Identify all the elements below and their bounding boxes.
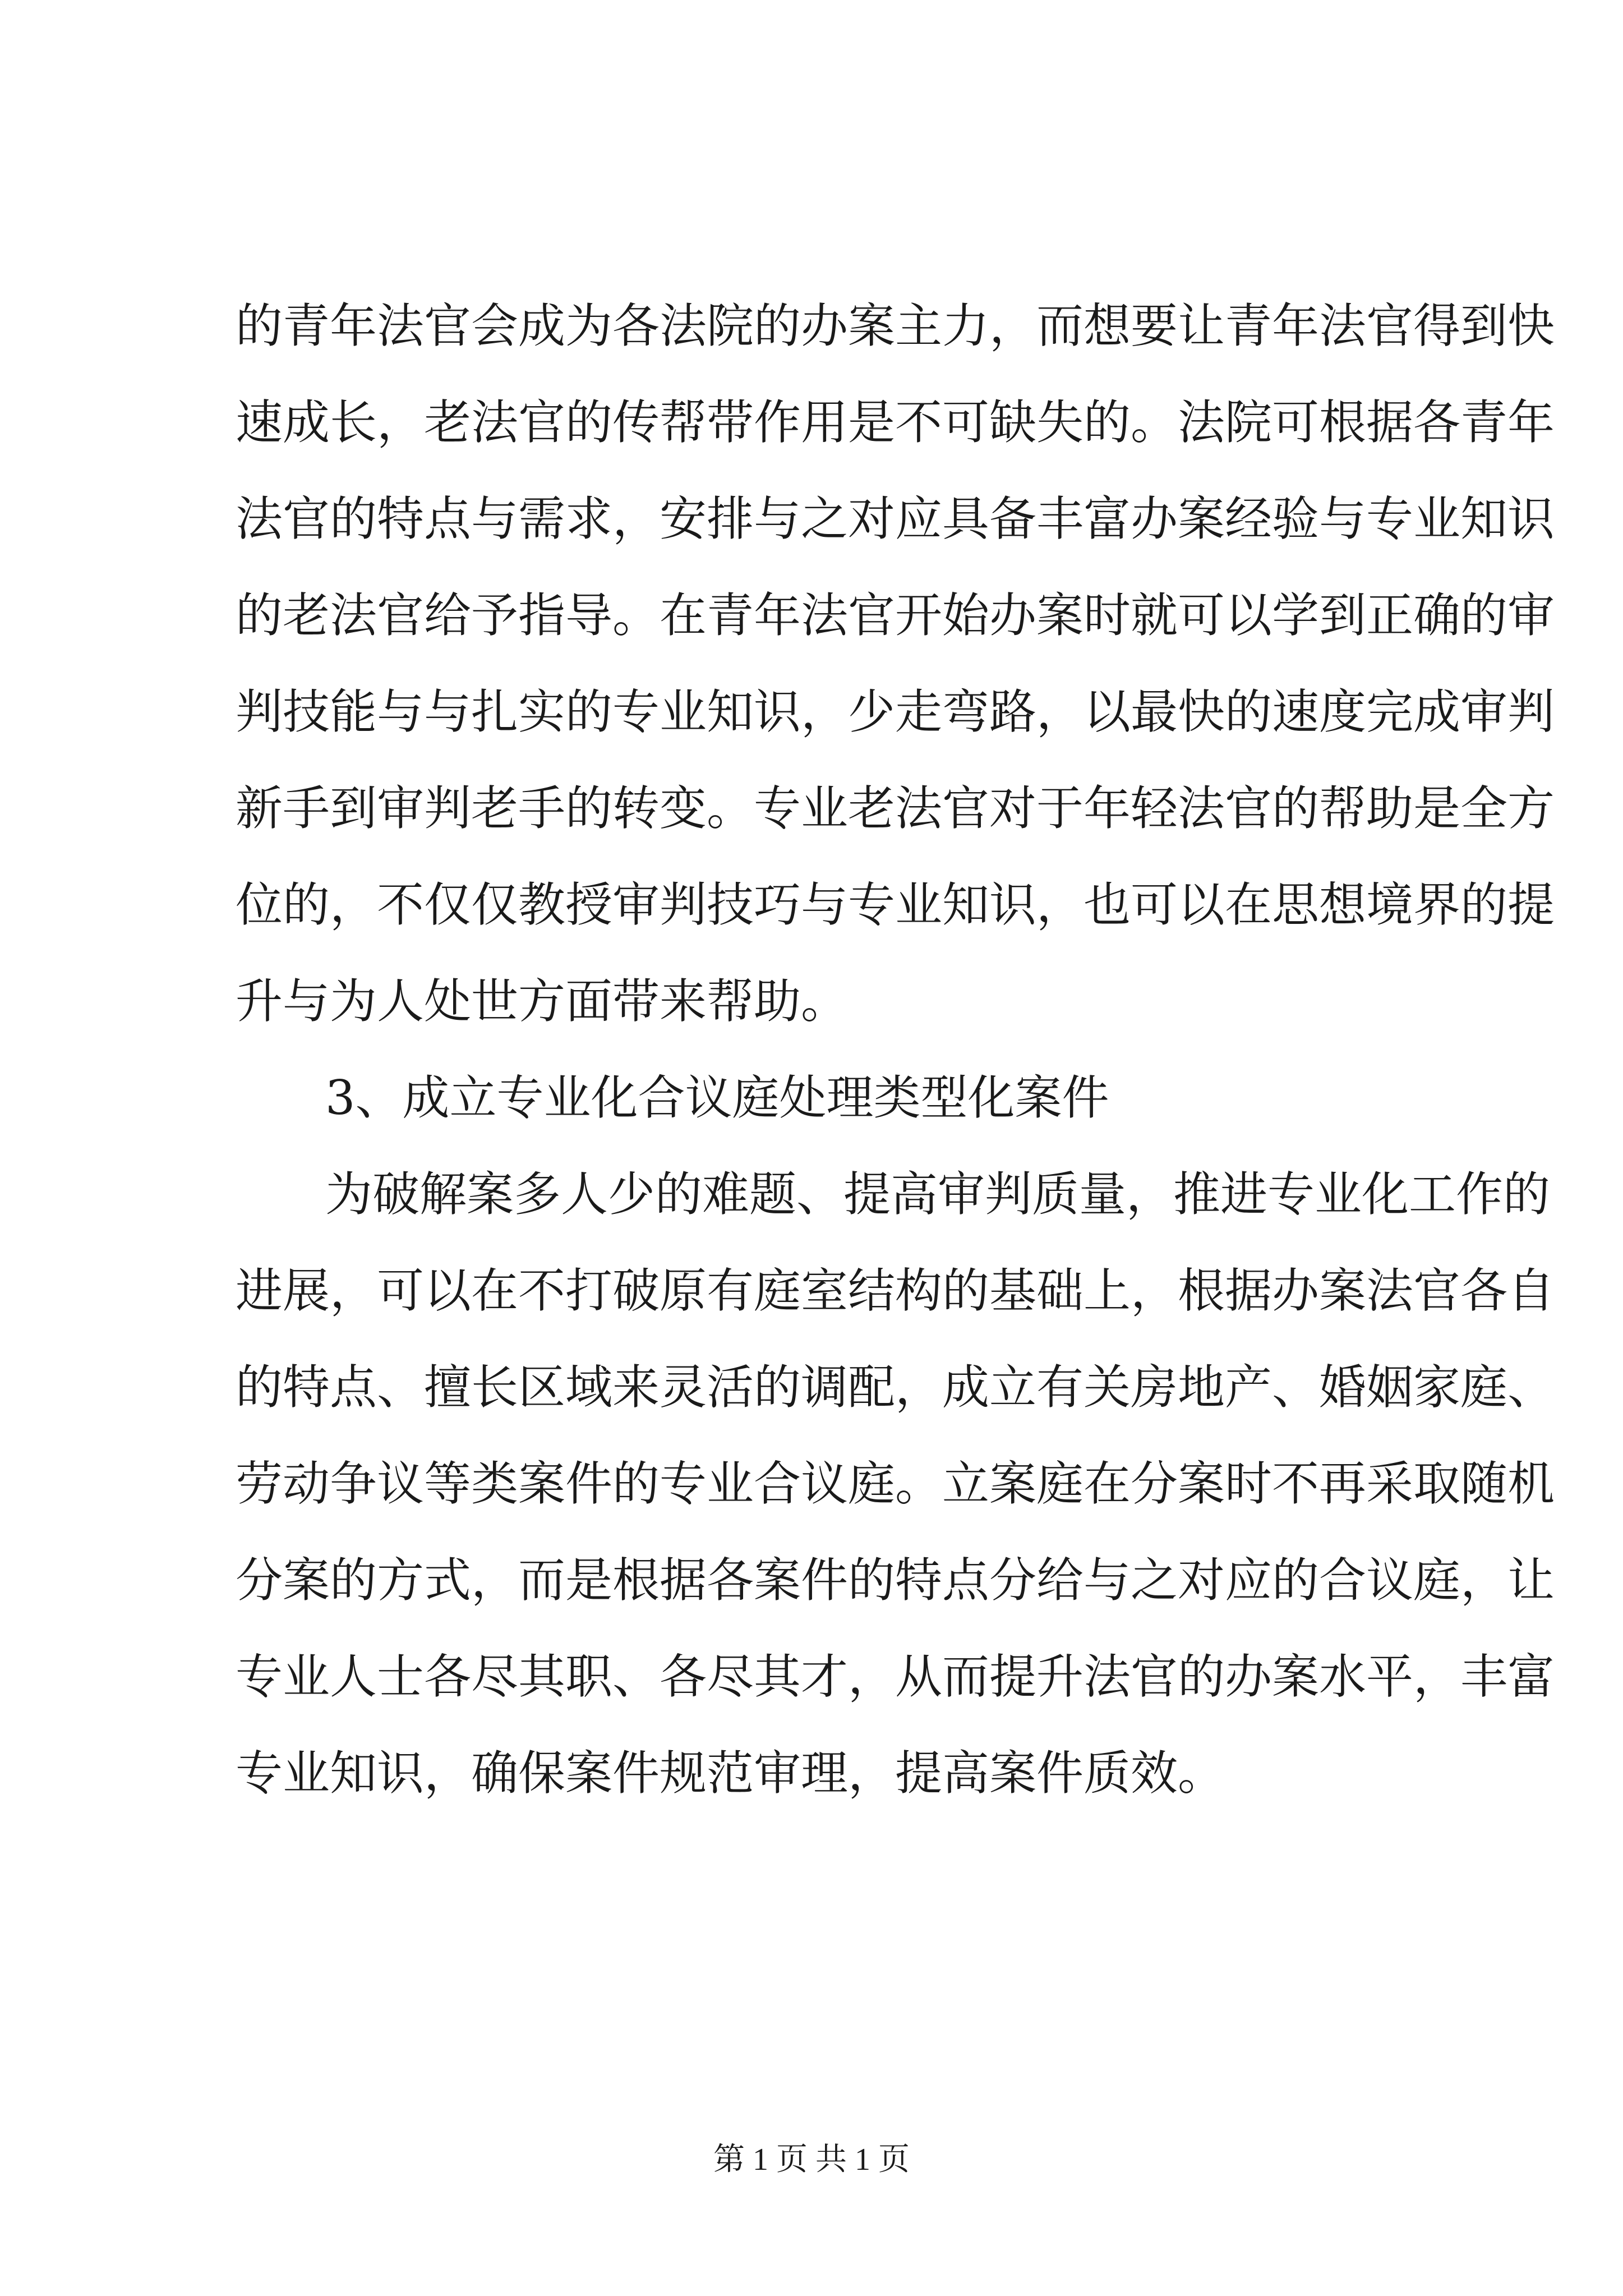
text-line: 劳动争议等类案件的专业合议庭。立案庭在分案时不再采取随机 xyxy=(236,1456,1555,1511)
text-line: 法官的特点与需求，安排与之对应具备丰富办案经验与专业知识 xyxy=(236,491,1555,546)
text-line: 速成长，老法官的传帮带作用是不可缺失的。法院可根据各青年 xyxy=(236,395,1555,450)
text-line: 进展，可以在不打破原有庭室结构的基础上，根据办案法官各自 xyxy=(236,1263,1555,1318)
document-body xyxy=(236,278,1555,1821)
text-line: 专业人士各尽其职、各尽其才，从而提升法官的办案水平，丰富 xyxy=(236,1649,1555,1704)
text-line: 位的，不仅仅教授审判技巧与专业知识，也可以在思想境界的提 xyxy=(236,877,1555,932)
section-heading: 3、成立专业化合议庭处理类型化案件 xyxy=(325,1070,1109,1125)
text-line: 专业知识，确保案件规范审理，提高案件质效。 xyxy=(236,1746,1225,1801)
text-line: 的特点、擅长区域来灵活的调配，成立有关房地产、婚姻家庭、 xyxy=(236,1360,1555,1415)
text-line: 判技能与与扎实的专业知识，少走弯路，以最快的速度完成审判 xyxy=(236,684,1555,739)
paragraph-mentorship xyxy=(236,278,1555,1050)
text-line: 分案的方式，而是根据各案件的特点分给与之对应的合议庭，让 xyxy=(236,1553,1555,1608)
text-line: 升与为人处世方面带来帮助。 xyxy=(236,974,849,1029)
page-number-footer: 第 1 页 共 1 页 xyxy=(713,2142,910,2177)
text-line: 的青年法官会成为各法院的办案主力，而想要让青年法官得到快 xyxy=(236,298,1555,353)
text-line: 为破解案多人少的难题、提高审判质量，推进专业化工作的 xyxy=(325,1167,1551,1222)
text-line: 新手到审判老手的转变。专业老法官对于年轻法官的帮助是全方 xyxy=(236,781,1555,836)
paragraph-specialized-panel xyxy=(236,1146,1555,1821)
text-line: 的老法官给予指导。在青年法官开始办案时就可以学到正确的审 xyxy=(236,588,1555,643)
